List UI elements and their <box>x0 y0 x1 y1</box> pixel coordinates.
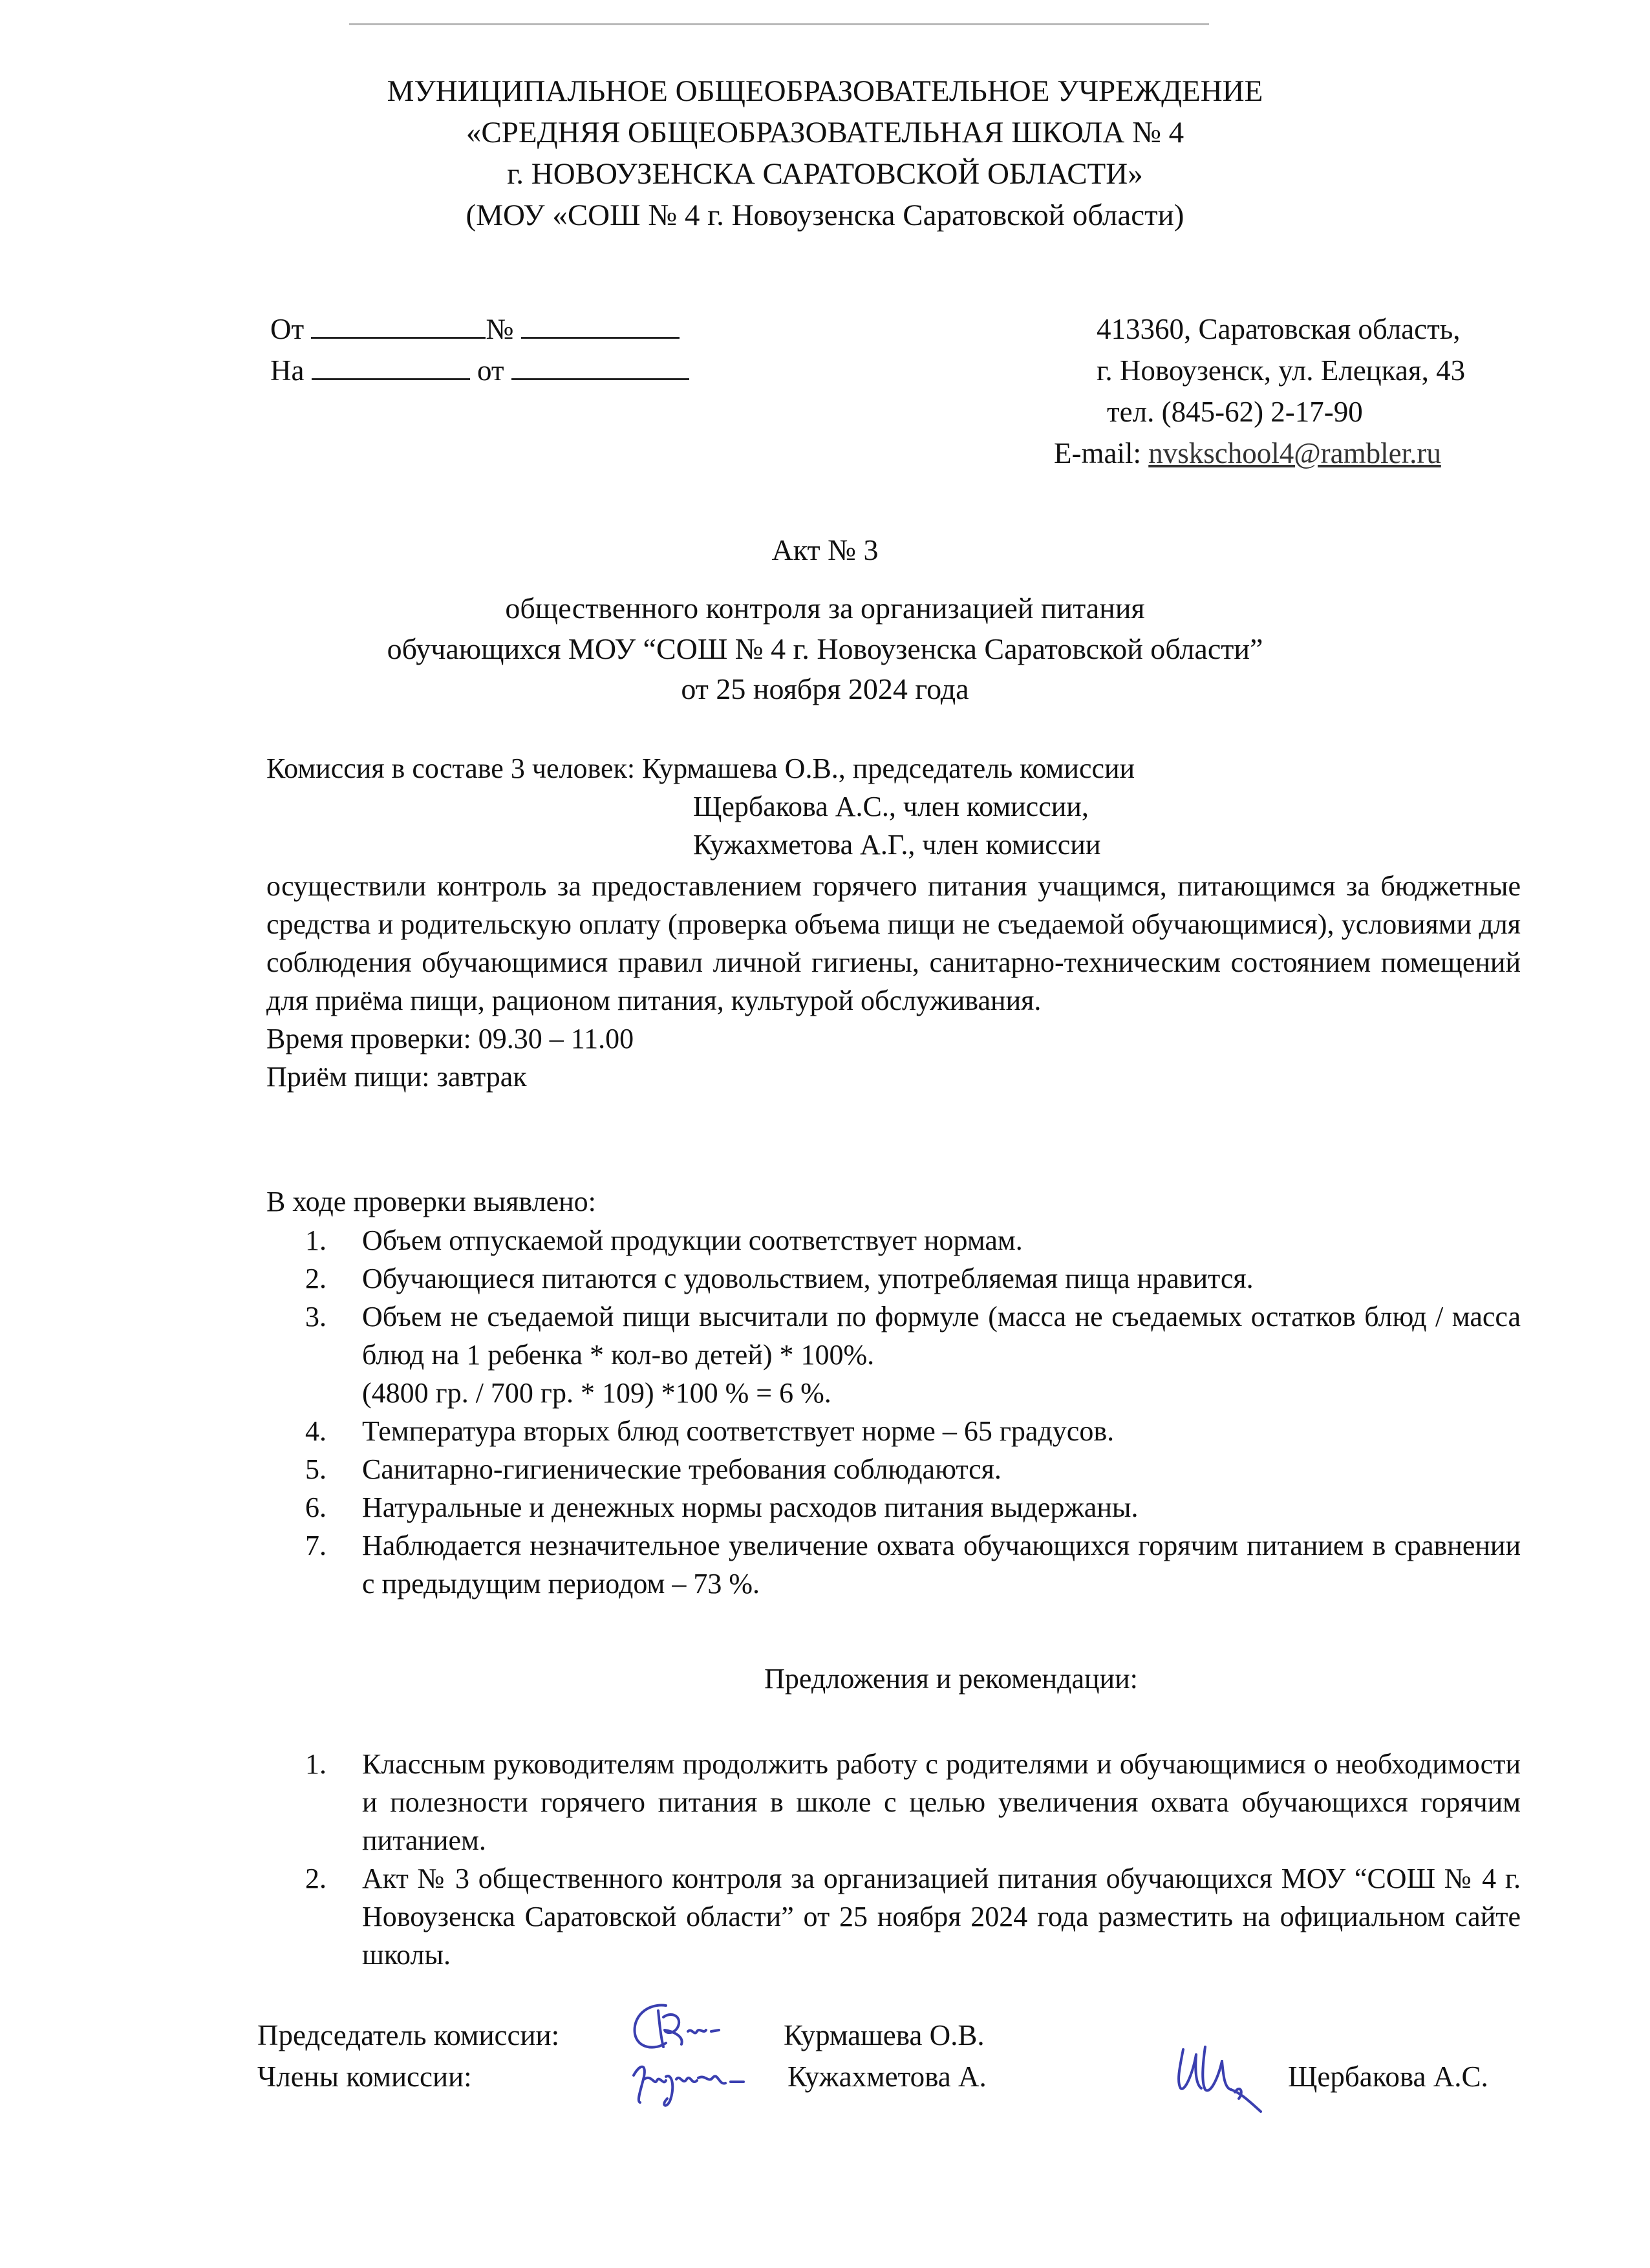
letterhead-line-2: «СРЕДНЯЯ ОБЩЕОБРАЗОВАТЕЛЬНАЯ ШКОЛА № 4 <box>466 115 1184 149</box>
inspection-description <box>266 868 1521 1097</box>
act-title: Акт № 3 <box>771 533 879 566</box>
address-email-row <box>1054 433 1465 475</box>
list-text: Классным руководителям продолжить работу с родителями и обучающимися о необходимости и полезности горячего питания в школе с целью увеличения охвата обучающихся горячим питанием. <box>362 1748 1521 1856</box>
letterhead-line-4: (МОУ «СОШ № 4 г. Новоузенска Саратовской области) <box>466 198 1184 232</box>
registration-block <box>270 309 689 392</box>
list-item <box>266 1527 1521 1603</box>
address-line-2: г. Новоузенск, ул. Елецкая, 43 <box>1097 354 1466 387</box>
formula-line: (4800 гр. / 700 гр. * 109) *100 % = 6 %. <box>362 1376 831 1409</box>
address-phone: тел. (845-62) 2-17-90 <box>1107 395 1363 428</box>
list-item <box>266 1860 1521 1974</box>
member-2-name: Щербакова А.С. <box>1288 2060 1488 2093</box>
list-text: Объем не съедаемой пищи высчитали по формуле (масса не съедаемых остатков блюд / масса блюд на 1 ребенка * кол-во детей) * 100%. <box>362 1300 1521 1371</box>
from-blank <box>311 312 486 339</box>
list-number: 3. <box>305 1300 327 1332</box>
list-number: 7. <box>305 1529 327 1561</box>
chair-signature-image <box>621 1991 776 2114</box>
to-label: На <box>270 354 305 387</box>
commission-line-1: Комиссия в составе 3 человек: Курмашева О.В., председатель комиссии <box>266 753 1135 784</box>
list-number: 1. <box>305 1225 327 1256</box>
list-item <box>266 1746 1521 1860</box>
list-number: 5. <box>305 1453 327 1485</box>
from-label: От <box>270 313 305 345</box>
list-item <box>266 1489 1521 1527</box>
list-text: Санитарно-гигиенические требования соблюдаются. <box>362 1453 1002 1485</box>
list-number: 1. <box>305 1748 327 1780</box>
findings-list <box>266 1222 1521 1603</box>
meal-type: Приём пищи: завтрак <box>266 1060 527 1093</box>
list-number: 6. <box>305 1491 327 1523</box>
members-label: Члены комиссии: <box>257 2060 472 2093</box>
number-label: № <box>486 313 514 345</box>
list-text: Температура вторых блюд соответствует норме – 65 градусов. <box>362 1415 1115 1447</box>
member-1-name: Кужахметова А. <box>788 2060 987 2093</box>
commission-line-2: Щербакова А.С., член комиссии, <box>693 790 1089 822</box>
letterhead <box>0 71 1650 237</box>
proposals-title: Предложения и рекомендации: <box>764 1663 1138 1695</box>
list-text: Обучающиеся питаются с удовольствием, употребляемая пища нравится. <box>362 1262 1254 1294</box>
email-link[interactable]: nvskschool4@rambler.ru <box>1148 436 1441 469</box>
list-item <box>266 1413 1521 1451</box>
list-number: 2. <box>305 1262 327 1294</box>
act-date: от 25 ноября 2024 года <box>681 672 969 706</box>
email-label: E-mail: <box>1054 436 1141 469</box>
member-signature-image <box>1164 2030 1287 2127</box>
commission-line-3: Кужахметова А.Г., член комиссии <box>693 828 1101 861</box>
registration-to-row <box>270 350 689 392</box>
list-number: 4. <box>305 1415 327 1447</box>
list-text: Объем отпускаемой продукции соответствует нормам. <box>362 1225 1023 1256</box>
letterhead-line-3: г. НОВОУЗЕНСКА САРАТОВСКОЙ ОБЛАСТИ» <box>507 156 1143 191</box>
act-subtitle-line-2: обучающихся МОУ “СОШ № 4 г. Новоузенска Саратовской области” <box>387 632 1263 665</box>
list-item <box>266 1298 1521 1413</box>
list-number: 2. <box>305 1862 327 1894</box>
list-text: Натуральные и денежных нормы расходов питания выдержаны. <box>362 1491 1139 1523</box>
number-blank <box>521 312 680 339</box>
list-text: Наблюдается незначительное увеличение охвата обучающихся горячим питанием в сравнении с предыдущим периодом – 73 %. <box>362 1529 1521 1599</box>
top-rule <box>349 23 1209 25</box>
list-item <box>266 1222 1521 1260</box>
registration-from-row <box>270 309 689 350</box>
list-item <box>266 1260 1521 1298</box>
chair-name: Курмашева О.В. <box>784 2019 985 2051</box>
to-blank <box>312 354 470 380</box>
date-blank <box>511 354 689 380</box>
list-text: Акт № 3 общественного контроля за организацией питания обучающихся МОУ “СОШ № 4 г. Новоузенска Саратовской области” от 25 ноября 2024 года разместить на официальном сайте школы. <box>362 1862 1521 1971</box>
chair-label: Председатель комиссии: <box>257 2019 560 2051</box>
letterhead-line-1: МУНИЦИПАЛЬНОЕ ОБЩЕОБРАЗОВАТЕЛЬНОЕ УЧРЕЖДЕНИЕ <box>387 74 1263 108</box>
address-line-1: 413360, Саратовская область, <box>1097 313 1461 345</box>
recommendations-list <box>266 1746 1521 1974</box>
act-subtitle <box>0 588 1650 710</box>
commission-composition <box>266 750 1521 864</box>
check-time: Время проверки: 09.30 – 11.00 <box>266 1022 634 1054</box>
list-item <box>266 1451 1521 1489</box>
act-subtitle-line-1: общественного контроля за организацией питания <box>505 592 1145 625</box>
school-address <box>1054 309 1465 475</box>
findings-intro: В ходе проверки выявлено: <box>266 1186 596 1217</box>
date-label: от <box>477 354 504 387</box>
inspection-paragraph: осуществили контроль за предоставлением горячего питания учащимся, питающимся за бюджетные средства и родительскую оплату (проверка объема пищи не съедаемой обучающимися), условиями для соблюдения обучающимися правил личной гигиены, санитарно-техническим состоянием помещений для приёма пищи, рационом питания, культурой обслуживания. <box>266 870 1521 1016</box>
